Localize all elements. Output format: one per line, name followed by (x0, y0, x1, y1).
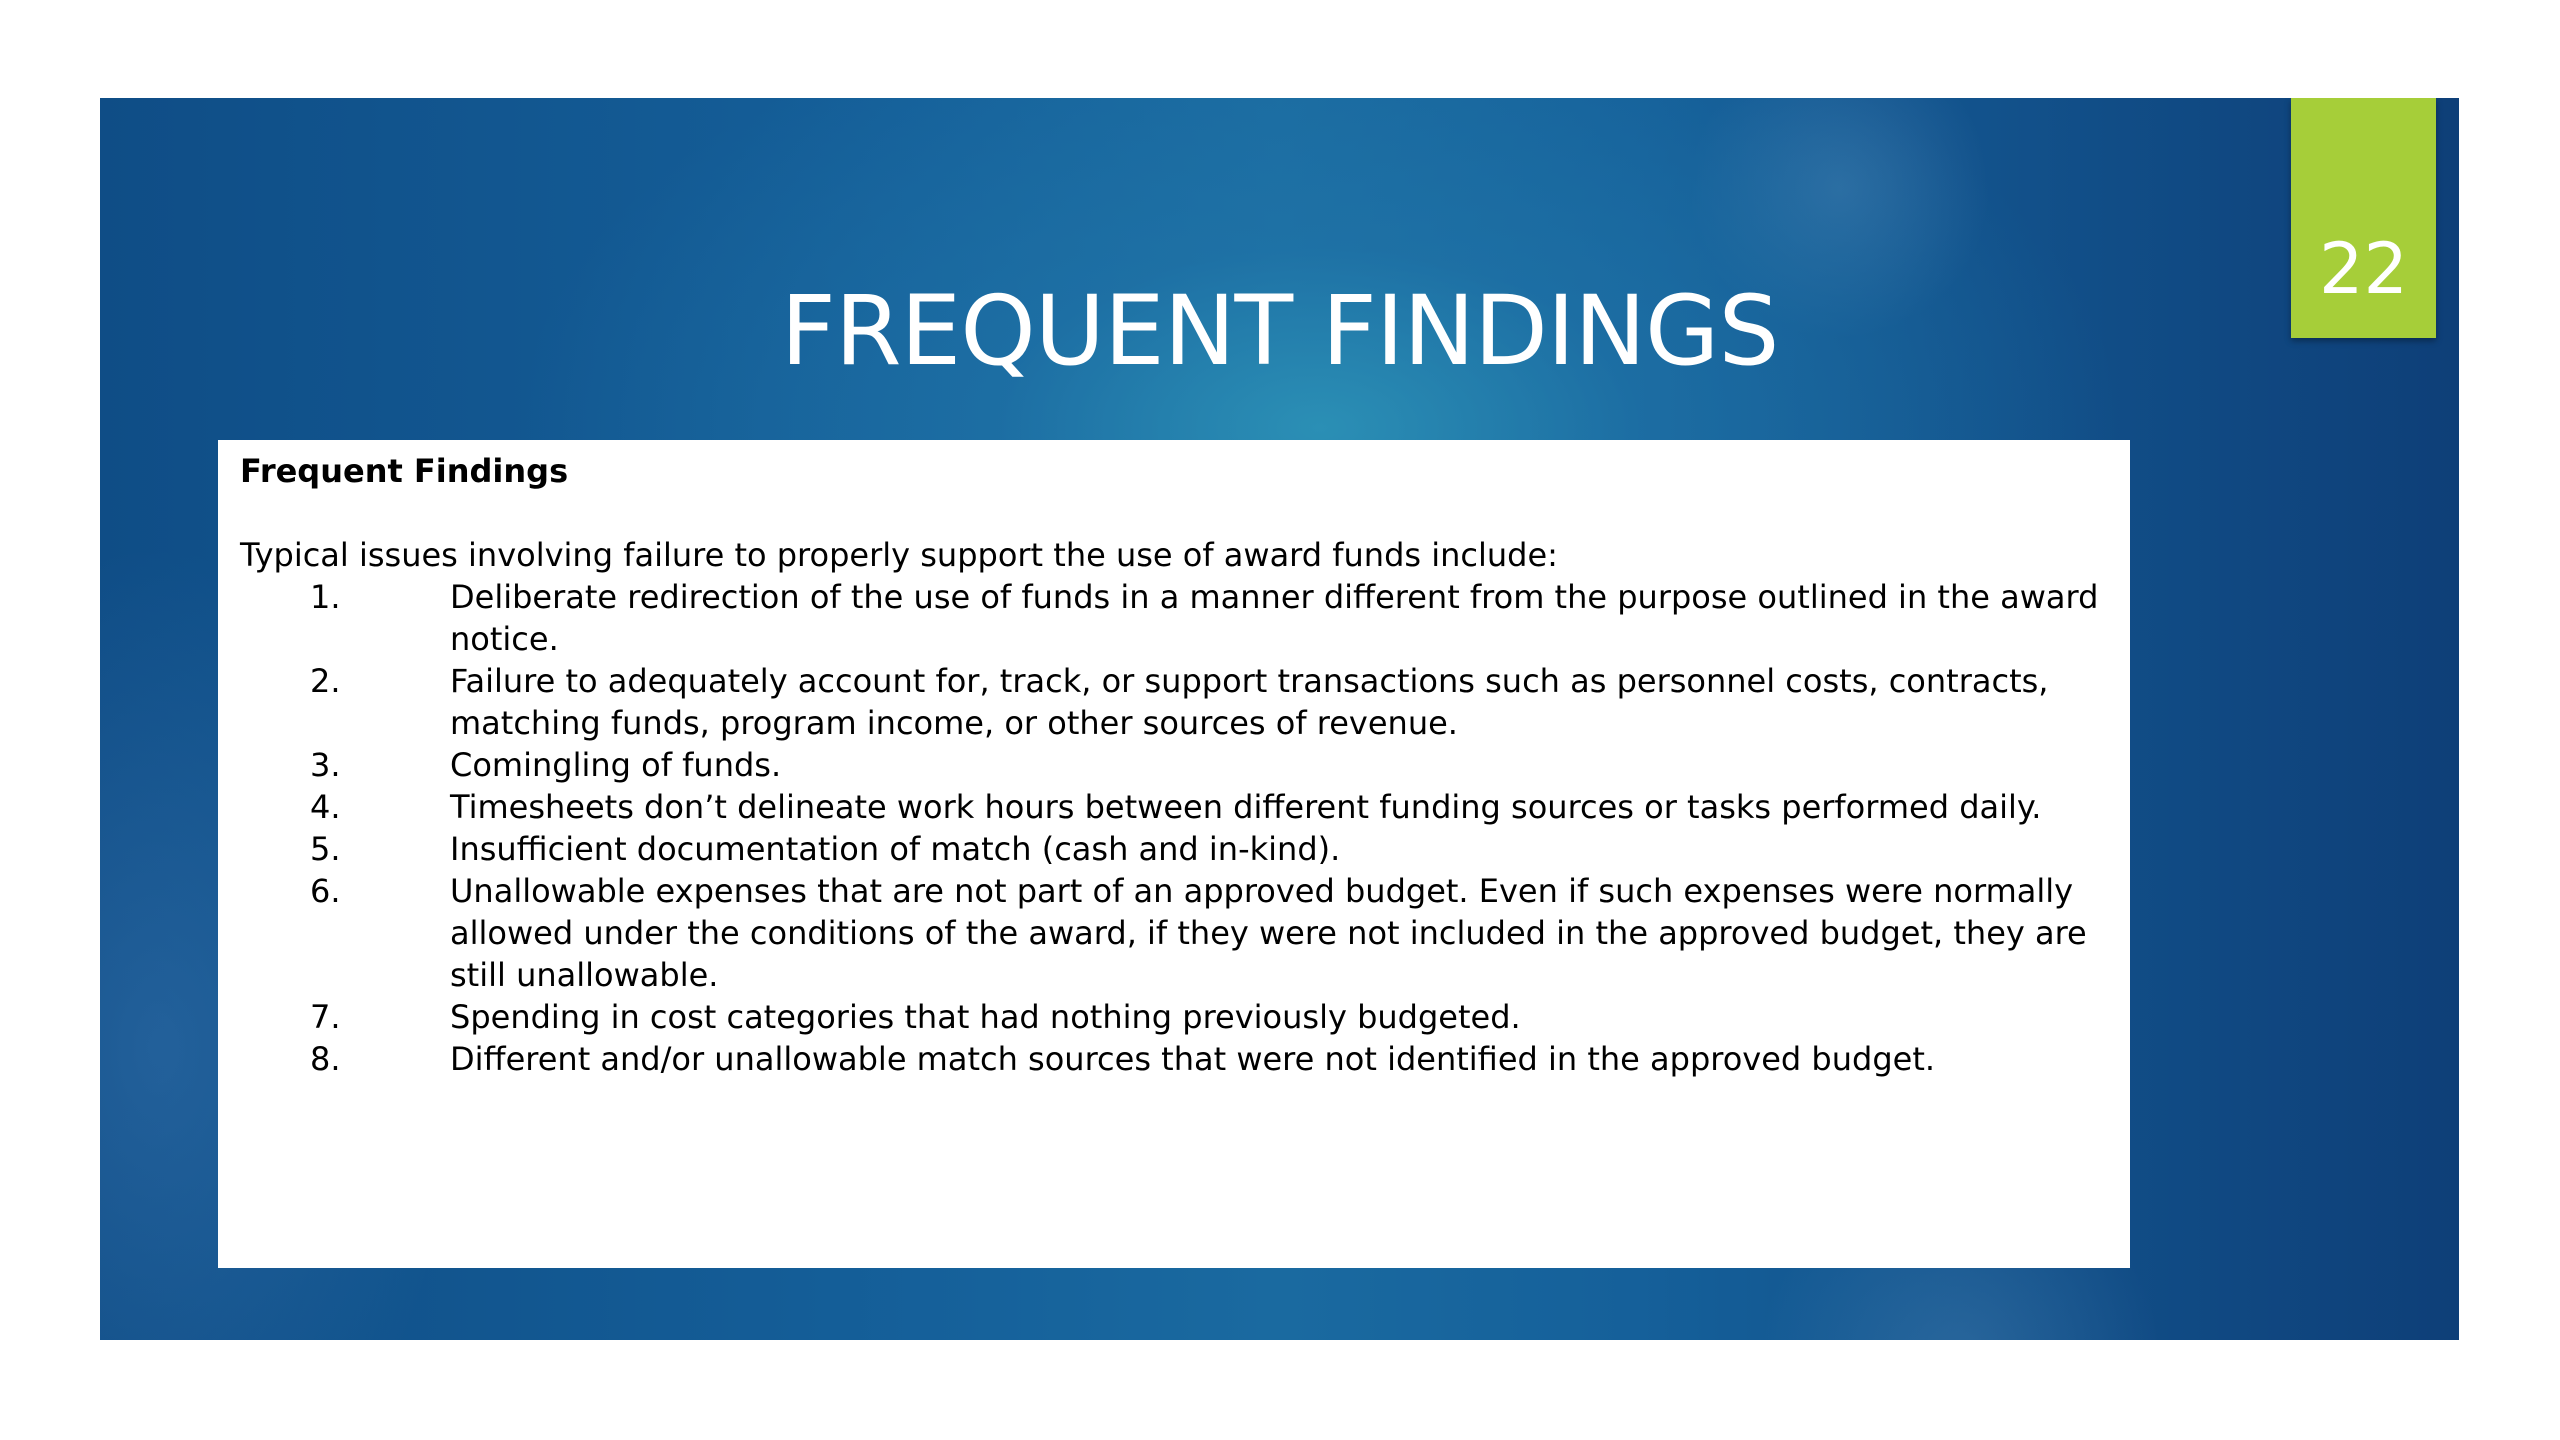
finding-item (240, 870, 2110, 996)
slide-title: FREQUENT FINDINGS (780, 275, 1779, 387)
finding-number: 8. (310, 1040, 341, 1078)
finding-text: Spending in cost categories that had nothing previously budgeted. (450, 998, 1521, 1036)
finding-item (240, 576, 2110, 660)
content-intro: Typical issues involving failure to properly support the use of award funds include: (240, 536, 1558, 574)
finding-item (240, 744, 2110, 786)
finding-text: Timesheets don’t delineate work hours between different funding sources or tasks performed daily. (450, 788, 2042, 826)
finding-number: 7. (310, 998, 341, 1036)
finding-number: 3. (310, 746, 341, 784)
finding-item (240, 660, 2110, 744)
slide-number: 22 (2318, 228, 2409, 310)
finding-item (240, 996, 2110, 1038)
finding-text: Different and/or unallowable match sources that were not identified in the approved budget. (450, 1040, 1936, 1078)
presentation-slide (100, 98, 2459, 1340)
finding-number: 1. (310, 578, 341, 616)
finding-text: Deliberate redirection of the use of funds in a manner different from the purpose outlined in the award notice. (450, 578, 2099, 658)
content-box (218, 440, 2130, 1268)
finding-text: Comingling of funds. (450, 746, 782, 784)
finding-text: Insufficient documentation of match (cash and in-kind). (450, 830, 1341, 868)
finding-item (240, 1038, 2110, 1080)
finding-number: 2. (310, 662, 341, 700)
finding-number: 4. (310, 788, 341, 826)
finding-item (240, 828, 2110, 870)
finding-item (240, 786, 2110, 828)
content-heading: Frequent Findings (240, 452, 569, 490)
finding-text: Unallowable expenses that are not part of an approved budget. Even if such expenses were normally allowed under the conditions of the award, if they were not included in the approved budget, they are still unallowable. (450, 872, 2087, 994)
findings-list (240, 576, 2110, 1080)
finding-number: 5. (310, 830, 341, 868)
finding-text: Failure to adequately account for, track, or support transactions such as personnel costs, contracts, matching funds, program income, or other sources of revenue. (450, 662, 2049, 742)
finding-number: 6. (310, 872, 341, 910)
